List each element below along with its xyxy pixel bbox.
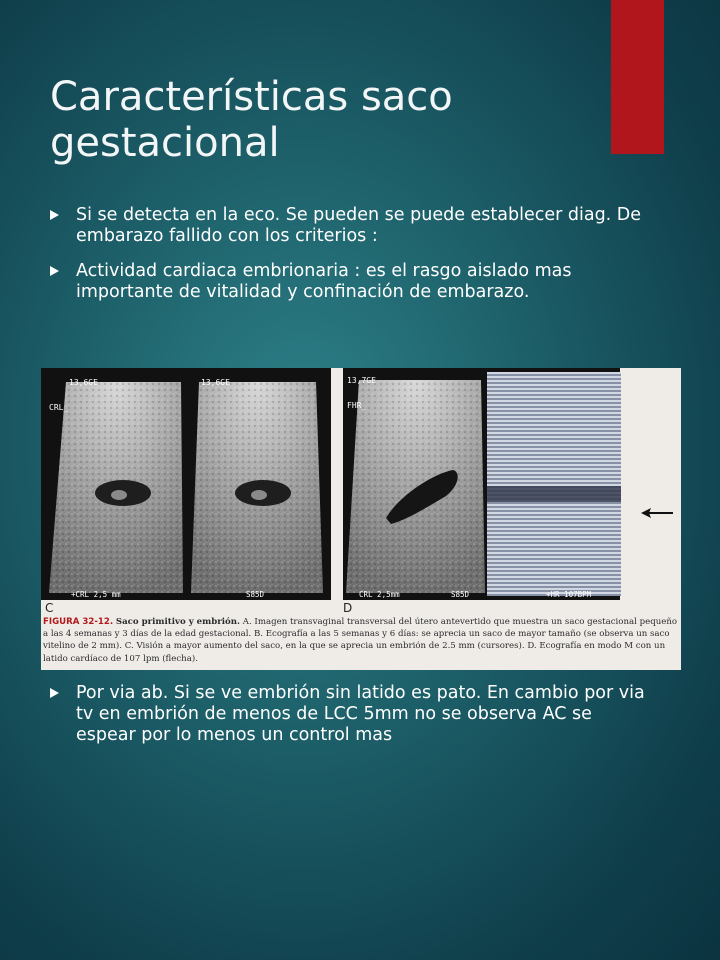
bullet-text: Por via ab. Si se ve embrión sin latido es pato. En cambio por via tv en embrión de menos de LCC 5mm no se observa AC se espear por lo menos un control mas (76, 683, 645, 745)
figure-caption-title: Saco primitivo y embrión. (115, 617, 241, 627)
ultrasound-images (41, 368, 681, 616)
bullet-item (50, 205, 650, 247)
bullet-list-top (50, 205, 650, 303)
panel-d-header: 13,7GE (347, 376, 376, 385)
panel-c-header-right: 13,6GE (201, 378, 230, 387)
bullet-text: Actividad cardiaca embrionaria : es el rasgo aislado mas importante de vitalidad y confinación de embarazo. (76, 261, 572, 302)
figure-caption-body: A. Imagen transvaginal transversal del útero antevertido que muestra un saco gestacional pequeño a las 4 semanas y 3 días de la edad gestacional. B. Ecografía a las 5 semanas y 6 días: se aprecia un saco de mayor tamaño (se observa un saco vitelino de 2 mm). C. Visión a mayor aumento del saco, en la que se aprecia un embrión de 2.5 mm (cursores). D. Ecografía en modo M con un latido cardíaco de 107 lpm (flecha). (43, 617, 678, 664)
bullet-arrow-icon (50, 210, 59, 220)
bullet-arrow-icon (50, 266, 59, 276)
panel-c-crl-label: CRL_ (49, 403, 69, 412)
figure-label: FIGURA 32-12. (43, 617, 114, 627)
panel-d-fhr-label: FHR_ (347, 401, 367, 410)
bullet-text: Si se detecta en la eco. Se pueden se puede establecer diag. De embarazo fallido con los criterios : (76, 205, 642, 246)
panel-c-footer-code: S85D (246, 590, 265, 599)
bullet-item (50, 261, 650, 303)
heartbeat-arrow-icon (641, 508, 673, 518)
bullet-item (50, 683, 650, 746)
accent-tab (611, 0, 664, 154)
panel-d-footer-measure: CRL 2,5mm (359, 590, 400, 599)
ultrasound-figure (41, 368, 681, 670)
bullet-arrow-icon (50, 688, 59, 698)
bullet-list-bottom (50, 683, 650, 746)
panel-c-header-left: 13,6GE (69, 378, 98, 387)
panel-c-letter: C (45, 601, 54, 615)
panel-c-footer-measure: +CRL 2,5 mm (71, 590, 121, 599)
panel-d-footer-code: S85D (451, 590, 470, 599)
panel-d-footer-hr: +HR 107BPM (546, 590, 592, 599)
panel-d-letter: D (343, 601, 353, 615)
figure-caption (41, 616, 681, 665)
slide-title: Características saco gestacional (50, 74, 453, 166)
